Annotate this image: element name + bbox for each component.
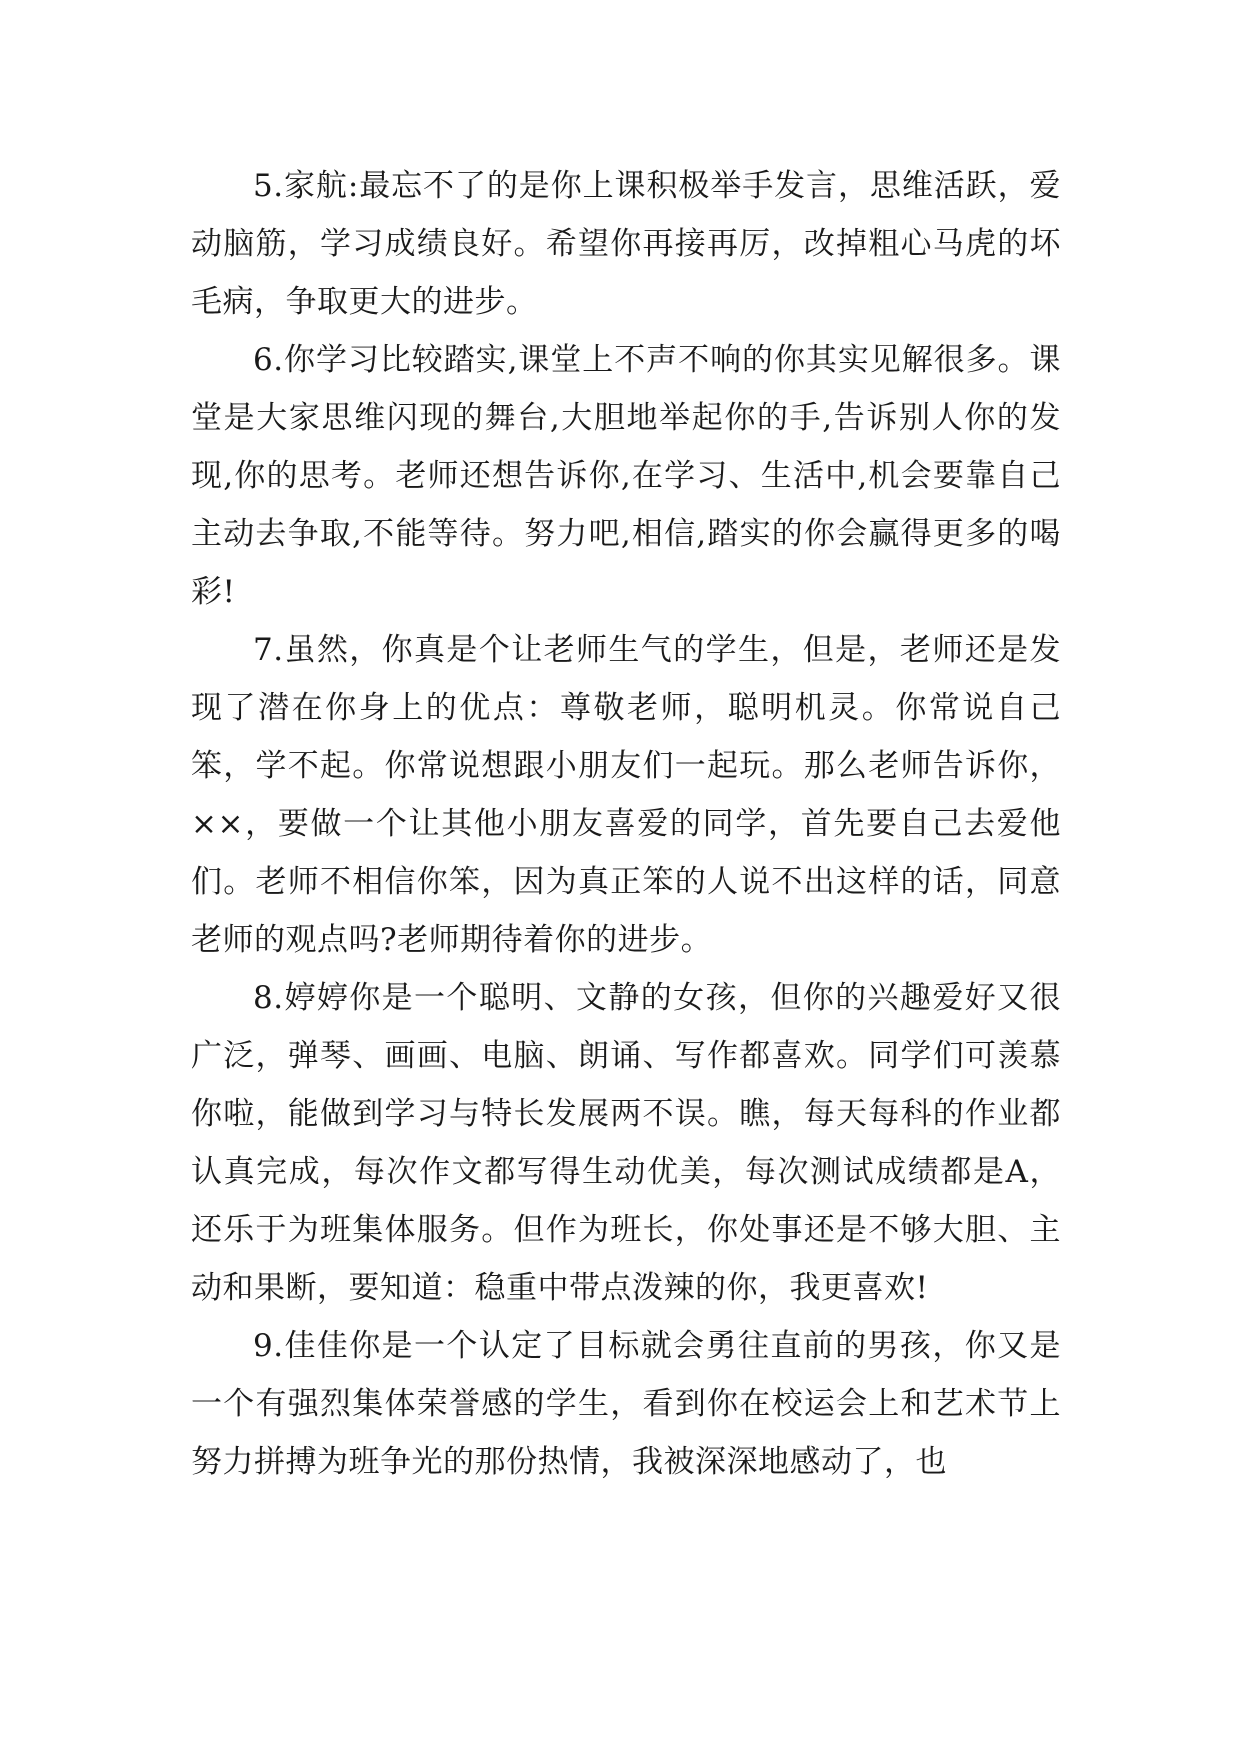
paragraph-6: 6.你学习比较踏实,课堂上不声不响的你其实见解很多。课堂是大家思维闪现的舞台,大胆地举起你的手,告诉别人你的发现,你的思考。老师还想告诉你,在学习、生活中,机会要靠自己主动去争取,不能等待。努力吧,相信,踏实的你会赢得更多的喝彩! [191,342,1061,610]
paragraph-5: 5.家航:最忘不了的是你上课积极举手发言，思维活跃，爱动脑筋，学习成绩良好。希望你再接再厉，改掉粗心马虎的坏毛病，争取更大的进步。 [191,168,1061,320]
document-body [191,157,1061,1491]
paragraph-9: 9.佳佳你是一个认定了目标就会勇往直前的男孩，你又是一个有强烈集体荣誉感的学生，看到你在校运会上和艺术节上努力拼搏为班争光的那份热情，我被深深地感动了，也 [191,1328,1061,1480]
paragraph-7: 7.虽然，你真是个让老师生气的学生，但是，老师还是发现了潜在你身上的优点：尊敬老师，聪明机灵。你常说自己笨，学不起。你常说想跟小朋友们一起玩。那么老师告诉你，××，要做一个让其他小朋友喜爱的同学，首先要自己去爱他们。老师不相信你笨，因为真正笨的人说不出这样的话，同意老师的观点吗?老师期待着你的进步。 [191,632,1061,958]
paragraph-8: 8.婷婷你是一个聪明、文静的女孩，但你的兴趣爱好又很广泛，弹琴、画画、电脑、朗诵、写作都喜欢。同学们可羡慕你啦，能做到学习与特长发展两不误。瞧，每天每科的作业都认真完成，每次作文都写得生动优美，每次测试成绩都是A，还乐于为班集体服务。但作为班长，你处事还是不够大胆、主动和果断，要知道：稳重中带点泼辣的你，我更喜欢! [191,980,1061,1306]
